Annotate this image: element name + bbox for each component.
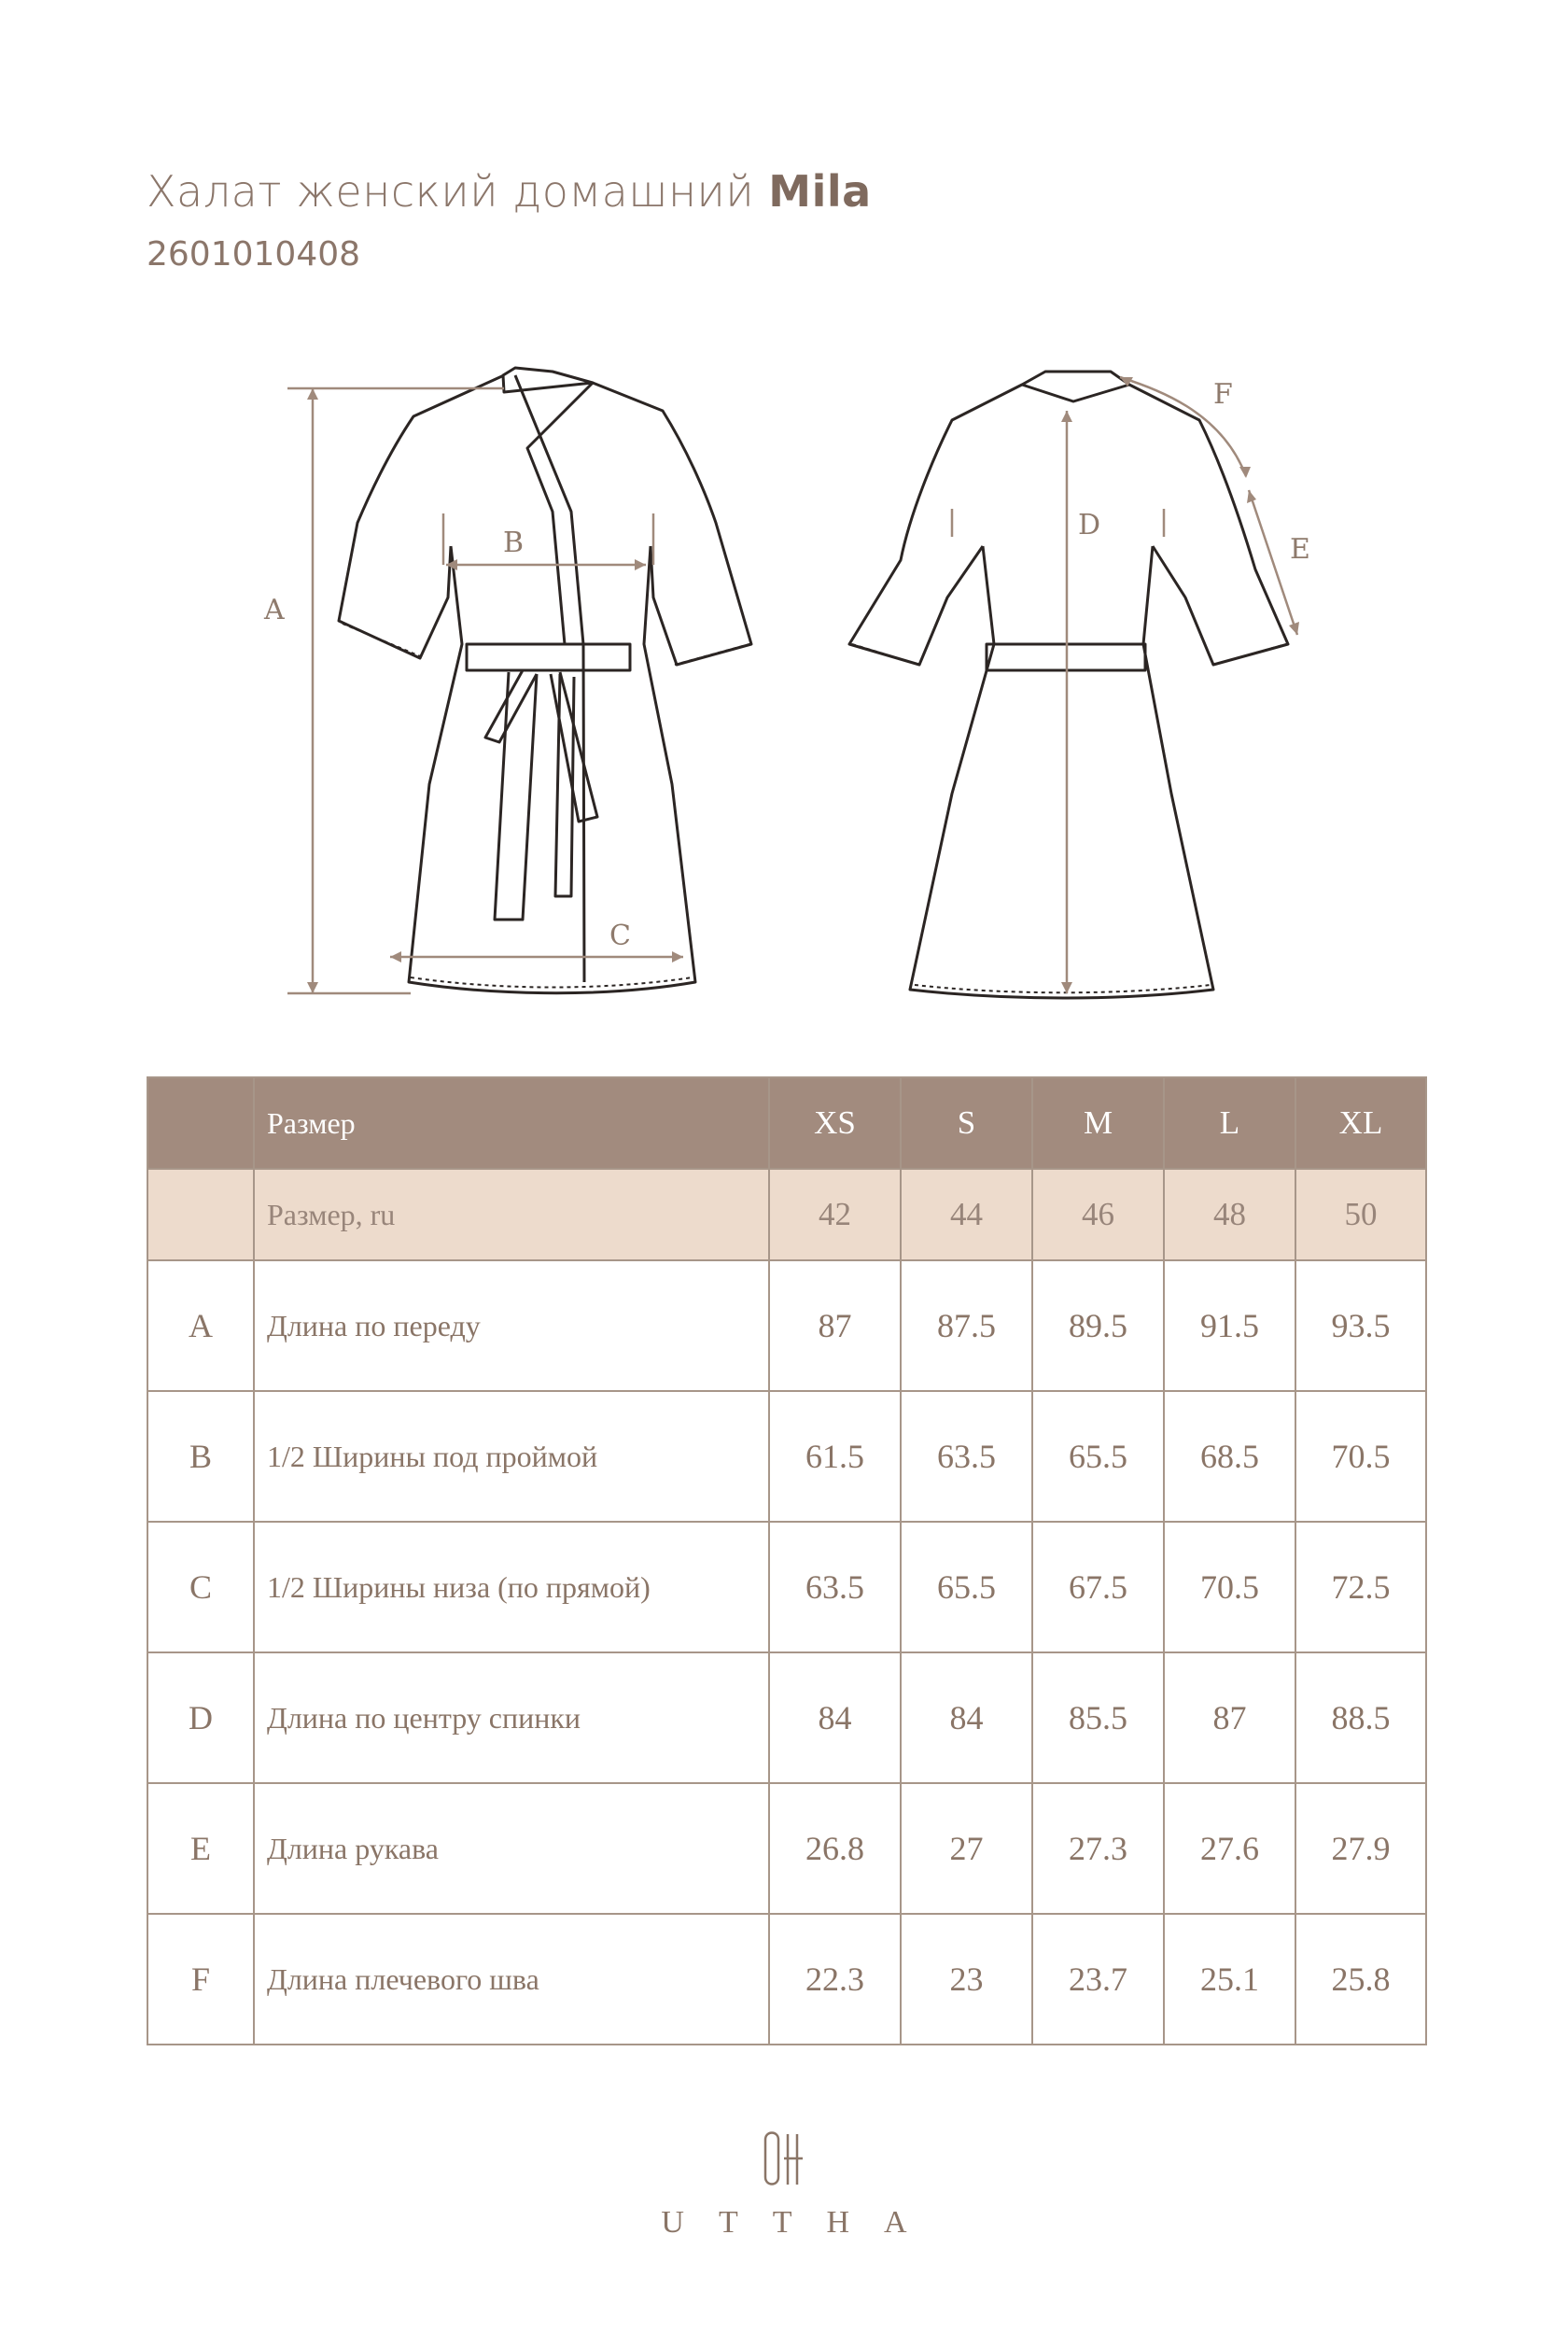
size-header: M — [1032, 1077, 1164, 1169]
ru-size: 44 — [901, 1169, 1032, 1260]
table-ru-code — [147, 1169, 254, 1260]
dim-label-f: F — [1213, 378, 1233, 411]
row-value: 89.5 — [1032, 1260, 1164, 1391]
table-row — [147, 1652, 1426, 1783]
row-value: 70.5 — [1164, 1522, 1295, 1652]
row-value: 25.8 — [1295, 1914, 1426, 2045]
row-value: 26.8 — [769, 1783, 901, 1914]
row-value: 85.5 — [1032, 1652, 1164, 1783]
dim-label-b: B — [503, 527, 525, 559]
table-row — [147, 1783, 1426, 1914]
row-value: 65.5 — [901, 1522, 1032, 1652]
row-value: 65.5 — [1032, 1391, 1164, 1522]
garment-sketch — [0, 0, 1568, 1046]
row-label: Длина рукава — [254, 1783, 769, 1914]
back-view — [849, 372, 1288, 998]
row-code: F — [147, 1914, 254, 2045]
row-code: A — [147, 1260, 254, 1391]
brand-name: UTTHA — [661, 2205, 942, 2240]
table-row — [147, 1391, 1426, 1522]
uttha-monogram-icon — [0, 2125, 1568, 2196]
dimension-lines — [287, 377, 1299, 993]
logo-mark — [756, 2125, 812, 2192]
row-value: 22.3 — [769, 1914, 901, 2045]
dim-label-c: C — [609, 920, 631, 952]
row-value: 84 — [901, 1652, 1032, 1783]
size-header: S — [901, 1077, 1032, 1169]
row-label: 1/2 Ширины под проймой — [254, 1391, 769, 1522]
dim-label-e: E — [1290, 533, 1310, 566]
dim-label-a: A — [264, 594, 285, 626]
row-value: 87 — [1164, 1652, 1295, 1783]
row-value: 67.5 — [1032, 1522, 1164, 1652]
ru-size: 42 — [769, 1169, 901, 1260]
row-value: 23.7 — [1032, 1914, 1164, 2045]
row-value: 84 — [769, 1652, 901, 1783]
ru-size: 50 — [1295, 1169, 1426, 1260]
row-label: Длина плечевого шва — [254, 1914, 769, 2045]
product-article: 2601010408 — [147, 235, 361, 274]
product-title-prefix: Халат женский домашний — [147, 166, 755, 217]
row-value: 87.5 — [901, 1260, 1032, 1391]
table-header-row — [147, 1077, 1426, 1169]
row-value: 63.5 — [901, 1391, 1032, 1522]
row-value: 87 — [769, 1260, 901, 1391]
row-code: D — [147, 1652, 254, 1783]
size-header: L — [1164, 1077, 1295, 1169]
size-table — [147, 1076, 1427, 2045]
row-code: C — [147, 1522, 254, 1652]
row-value: 72.5 — [1295, 1522, 1426, 1652]
ru-size: 46 — [1032, 1169, 1164, 1260]
row-value: 27.9 — [1295, 1783, 1426, 1914]
table-row — [147, 1522, 1426, 1652]
product-title-name: Mila — [768, 166, 872, 217]
row-label: 1/2 Ширины низа (по прямой) — [254, 1522, 769, 1652]
row-value: 70.5 — [1295, 1391, 1426, 1522]
table-ru-label: Размер, ru — [254, 1169, 769, 1260]
row-value: 23 — [901, 1914, 1032, 2045]
row-value: 88.5 — [1295, 1652, 1426, 1783]
row-value: 63.5 — [769, 1522, 901, 1652]
table-row — [147, 1914, 1426, 2045]
row-label: Длина по переду — [254, 1260, 769, 1391]
size-header: XS — [769, 1077, 901, 1169]
row-value: 68.5 — [1164, 1391, 1295, 1522]
row-value: 27.6 — [1164, 1783, 1295, 1914]
row-code: E — [147, 1783, 254, 1914]
row-value: 27 — [901, 1783, 1032, 1914]
ru-size: 48 — [1164, 1169, 1295, 1260]
row-value: 61.5 — [769, 1391, 901, 1522]
row-value: 91.5 — [1164, 1260, 1295, 1391]
row-code: B — [147, 1391, 254, 1522]
row-value: 93.5 — [1295, 1260, 1426, 1391]
front-view — [339, 368, 751, 993]
row-value: 25.1 — [1164, 1914, 1295, 2045]
size-header: XL — [1295, 1077, 1426, 1169]
row-value: 27.3 — [1032, 1783, 1164, 1914]
dim-label-d: D — [1078, 509, 1101, 541]
table-ru-row — [147, 1169, 1426, 1260]
table-header-label: Размер — [254, 1077, 769, 1169]
table-row — [147, 1260, 1426, 1391]
row-label: Длина по центру спинки — [254, 1652, 769, 1783]
table-header-code — [147, 1077, 254, 1169]
